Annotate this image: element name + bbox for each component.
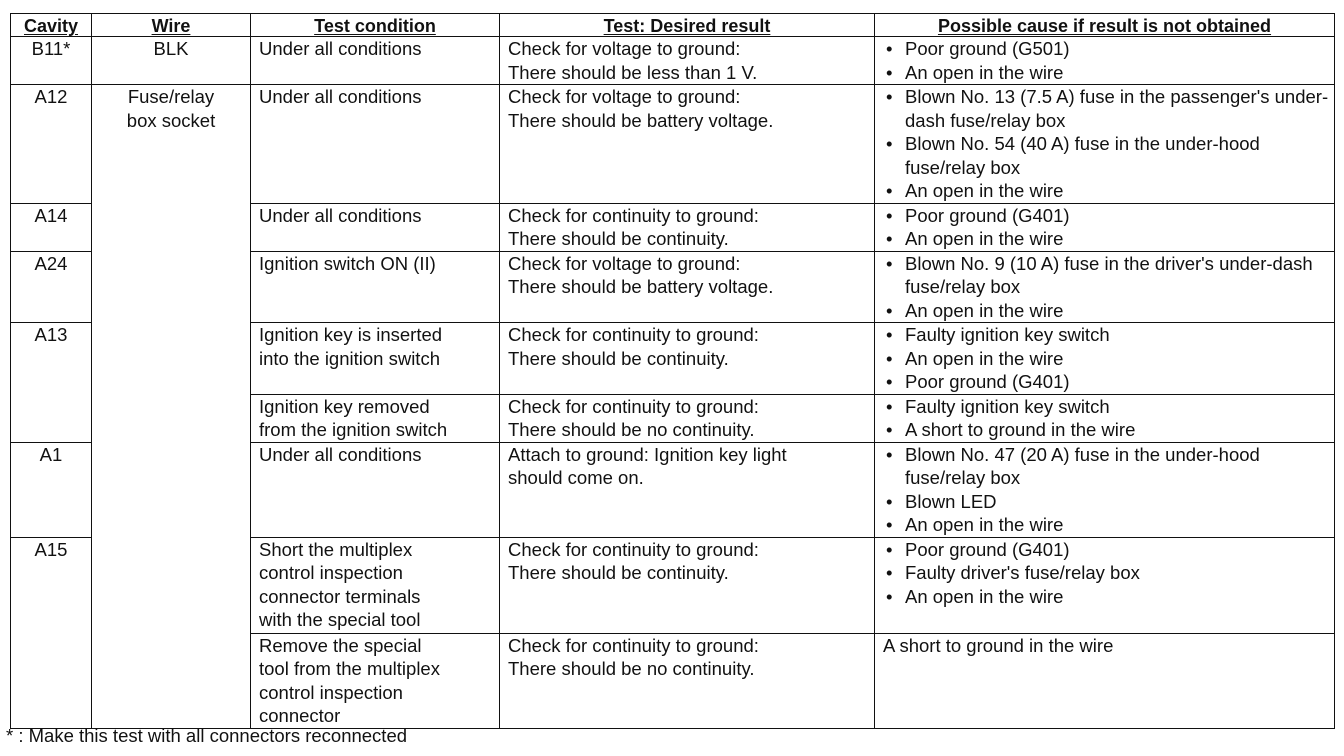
cause-item: • Blown No. 9 (10 A) fuse in the driver's under-dash fuse/relay box bbox=[883, 252, 1334, 299]
cause-item: • An open in the wire bbox=[883, 61, 1334, 85]
condition-cell bbox=[251, 323, 500, 395]
cause-cell bbox=[875, 203, 1335, 251]
condition-line: Under all conditions bbox=[259, 38, 422, 59]
condition-line: Ignition key is inserted bbox=[259, 324, 443, 345]
condition-line: Remove the special bbox=[259, 634, 422, 656]
footnote: * : Make this test with all connectors reconnected bbox=[6, 725, 408, 746]
condition-line: control inspection bbox=[259, 681, 403, 703]
result-line: Check for continuity to ground: bbox=[508, 538, 759, 560]
header-possible-cause: Possible cause if result is not obtained bbox=[875, 14, 1335, 37]
cause-item: • An open in the wire bbox=[883, 227, 1334, 251]
cause-item: • Poor ground (G501) bbox=[883, 37, 1334, 61]
table-row bbox=[11, 85, 1335, 204]
condition-line: from the ignition switch bbox=[259, 419, 448, 440]
condition-line: tool from the multiplex bbox=[259, 658, 440, 679]
result-line: Check for continuity to ground: bbox=[508, 634, 759, 656]
result-cell bbox=[500, 442, 875, 537]
cause-cell bbox=[875, 37, 1335, 85]
cause-list bbox=[883, 204, 1334, 251]
condition-line: Under all conditions bbox=[259, 204, 422, 226]
wire-line: box socket bbox=[126, 109, 216, 131]
condition-cell bbox=[251, 251, 500, 323]
result-line: Attach to ground: Ignition key light bbox=[508, 443, 787, 465]
cavity-cell: A12 bbox=[11, 85, 92, 204]
cause-item: • An open in the wire bbox=[883, 299, 1334, 323]
result-line: There should be continuity. bbox=[508, 228, 729, 249]
wire-line: Fuse/relay bbox=[127, 86, 215, 107]
cause-item: • Poor ground (G401) bbox=[883, 370, 1334, 394]
header-cavity: Cavity bbox=[11, 14, 92, 37]
condition-cell bbox=[251, 633, 500, 728]
result-line: Check for voltage to ground: bbox=[508, 86, 741, 107]
condition-line: Under all conditions bbox=[259, 443, 422, 465]
cause-list bbox=[883, 538, 1334, 609]
cause-item: • Blown No. 13 (7.5 A) fuse in the passenger's under-dash fuse/relay box bbox=[883, 85, 1334, 132]
cause-item: • Poor ground (G401) bbox=[883, 204, 1334, 228]
condition-line: control inspection bbox=[259, 562, 403, 583]
result-cell bbox=[500, 203, 875, 251]
condition-cell bbox=[251, 37, 500, 85]
result-line: Check for voltage to ground: bbox=[508, 252, 741, 274]
result-line: Check for continuity to ground: bbox=[508, 395, 759, 417]
cause-cell bbox=[875, 442, 1335, 537]
cause-item: • Faulty ignition key switch bbox=[883, 323, 1334, 347]
result-cell bbox=[500, 251, 875, 323]
result-line: Check for continuity to ground: bbox=[508, 204, 759, 226]
cavity-cell: A15 bbox=[11, 537, 92, 728]
cause-item: • Blown No. 54 (40 A) fuse in the under-hood fuse/relay box bbox=[883, 132, 1334, 179]
condition-line: Ignition key removed bbox=[259, 395, 430, 417]
condition-line: Under all conditions bbox=[259, 86, 422, 107]
table-row bbox=[11, 37, 1335, 85]
cause-item: • An open in the wire bbox=[883, 585, 1334, 609]
condition-cell bbox=[251, 394, 500, 442]
result-line: Check for continuity to ground: bbox=[508, 324, 759, 345]
cause-list bbox=[883, 37, 1334, 84]
condition-cell bbox=[251, 85, 500, 204]
header-wire: Wire bbox=[92, 14, 251, 37]
result-cell bbox=[500, 537, 875, 633]
header-test-condition: Test condition bbox=[251, 14, 500, 37]
condition-line: into the ignition switch bbox=[259, 347, 440, 369]
cause-list bbox=[883, 85, 1334, 203]
cause-cell bbox=[875, 537, 1335, 633]
cause-item: • Poor ground (G401) bbox=[883, 538, 1334, 562]
result-line: There should be less than 1 V. bbox=[508, 61, 758, 83]
cavity-cell: A1 bbox=[11, 442, 92, 537]
result-line: Check for voltage to ground: bbox=[508, 38, 741, 59]
cause-item: • Blown No. 47 (20 A) fuse in the under-hood fuse/relay box bbox=[883, 443, 1334, 490]
cause-list bbox=[883, 323, 1334, 394]
wire-line: BLK bbox=[153, 38, 189, 59]
cause-item: • A short to ground in the wire bbox=[883, 418, 1334, 442]
cause-item: • An open in the wire bbox=[883, 513, 1334, 537]
condition-cell bbox=[251, 203, 500, 251]
cavity-cell: B11* bbox=[11, 37, 92, 85]
header-desired-result: Test: Desired result bbox=[500, 14, 875, 37]
result-cell bbox=[500, 394, 875, 442]
result-line: There should be battery voltage. bbox=[508, 109, 774, 131]
condition-cell bbox=[251, 537, 500, 633]
result-cell bbox=[500, 37, 875, 85]
cause-list bbox=[883, 395, 1334, 442]
condition-line: with the special tool bbox=[259, 609, 421, 630]
result-line: There should be no continuity. bbox=[508, 419, 755, 440]
result-line: There should be continuity. bbox=[508, 347, 729, 369]
wire-cell bbox=[92, 37, 251, 85]
cause-item: • Faulty ignition key switch bbox=[883, 395, 1334, 419]
result-line: There should be battery voltage. bbox=[508, 276, 774, 297]
diagnostic-table bbox=[10, 13, 1335, 729]
condition-line: Ignition switch ON (II) bbox=[259, 252, 436, 274]
result-line: should come on. bbox=[508, 467, 644, 488]
result-cell bbox=[500, 323, 875, 395]
result-line: There should be no continuity. bbox=[508, 658, 755, 679]
cause-list bbox=[883, 443, 1334, 537]
diagnostic-table-sheet bbox=[10, 13, 1335, 729]
result-cell bbox=[500, 633, 875, 728]
cavity-cell: A13 bbox=[11, 323, 92, 443]
condition-line: connector bbox=[259, 705, 341, 726]
cause-item: • Faulty driver's fuse/relay box bbox=[883, 561, 1334, 585]
result-line: There should be continuity. bbox=[508, 562, 729, 583]
cause-item: • An open in the wire bbox=[883, 347, 1334, 371]
cause-cell bbox=[875, 85, 1335, 204]
condition-line: Short the multiplex bbox=[259, 538, 413, 560]
header-row bbox=[11, 14, 1335, 37]
cause-cell bbox=[875, 251, 1335, 323]
cavity-cell: A24 bbox=[11, 251, 92, 323]
condition-cell bbox=[251, 442, 500, 537]
wire-cell bbox=[92, 85, 251, 729]
cause-cell bbox=[875, 323, 1335, 395]
cavity-cell: A14 bbox=[11, 203, 92, 251]
cause-cell: A short to ground in the wire bbox=[875, 633, 1335, 728]
cause-cell bbox=[875, 394, 1335, 442]
condition-line: connector terminals bbox=[259, 585, 421, 607]
cause-list bbox=[883, 252, 1334, 323]
cause-item: • Blown LED bbox=[883, 490, 1334, 514]
cause-item: • An open in the wire bbox=[883, 179, 1334, 203]
result-cell bbox=[500, 85, 875, 204]
